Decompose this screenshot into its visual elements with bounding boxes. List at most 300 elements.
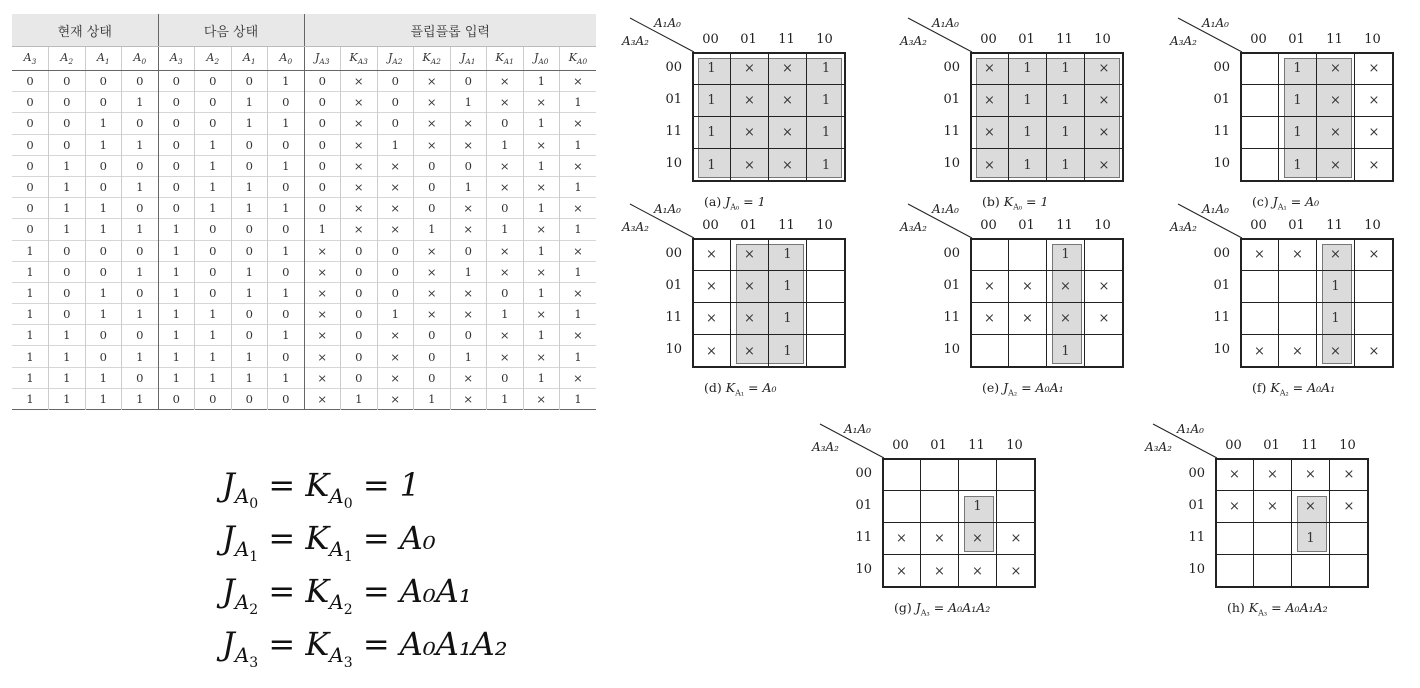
table-cell: 0: [85, 92, 122, 113]
kmap-cell: [807, 271, 845, 303]
kmap-cell: ×: [1368, 157, 1380, 173]
table-cell: 0: [158, 198, 195, 219]
kmap-cell: [921, 459, 959, 491]
kmap-cell: ×: [883, 523, 921, 555]
kmap-cell: [971, 335, 1009, 367]
column-header: $A_0$: [268, 47, 305, 71]
table-cell: 0: [158, 71, 195, 92]
table-cell: 0: [487, 282, 524, 303]
kmap-cell: [1216, 523, 1254, 555]
table-cell: 0: [231, 155, 268, 176]
table-cell: 0: [26, 95, 34, 110]
kmap-cell: [1009, 239, 1047, 271]
kmap-cell: ×: [731, 85, 769, 117]
kmap-cell: ×: [1279, 335, 1317, 367]
table-cell: 1: [49, 219, 86, 240]
table-cell: 0: [231, 219, 268, 240]
kmap-cell: 1: [693, 85, 731, 117]
table-cell: ×: [414, 113, 451, 134]
kmap-cell: ×: [1254, 491, 1292, 523]
kmap-cell: ×: [769, 85, 807, 117]
table-cell: 1: [49, 325, 86, 346]
kmap-col-header: 10: [1094, 218, 1111, 233]
kmap-cell: ×: [1009, 303, 1047, 335]
kmap-cell: 1: [1047, 239, 1085, 271]
table-cell: 0: [231, 325, 268, 346]
kmap-cell: 1: [1317, 303, 1355, 335]
kmap-row-header: 10: [855, 562, 872, 577]
kmap-cell: ×: [731, 149, 769, 181]
table-cell: ×: [560, 155, 597, 176]
table-cell: ×: [560, 71, 597, 92]
table-cell: 1: [231, 113, 268, 134]
kmap-cell: ×: [1279, 239, 1317, 271]
table-cell: 1: [560, 261, 597, 282]
table-cell: 1: [560, 219, 597, 240]
table-cell: 1: [487, 219, 524, 240]
table-cell: 0: [158, 134, 195, 155]
table-cell: 1: [158, 282, 195, 303]
table-cell: 1: [487, 388, 524, 409]
table-cell: ×: [304, 346, 341, 367]
table-cell: 1: [450, 346, 487, 367]
table-cell: 0: [341, 282, 378, 303]
table-cell: 1: [487, 304, 524, 325]
table-cell: 1: [231, 261, 268, 282]
kmap-caption: (e) $J_{A_2} = A_0A_1$: [982, 380, 1064, 398]
kmap-cell: [1241, 53, 1279, 85]
table-cell: 0: [487, 113, 524, 134]
column-header: $K_{A1}$: [487, 47, 524, 71]
table-cell: ×: [304, 240, 341, 261]
table-cell: 0: [304, 155, 341, 176]
kmap-cell: 1: [1009, 53, 1047, 85]
state-table: [12, 14, 596, 410]
kmap-cell: ×: [1292, 491, 1330, 523]
kmap-col-variable-label: A₁A₀: [1202, 16, 1229, 30]
kmap-row-header: 11: [943, 310, 960, 325]
table-cell: ×: [560, 367, 597, 388]
table-row: [12, 388, 596, 409]
table-cell: 1: [523, 282, 560, 303]
table-cell: ×: [414, 92, 451, 113]
column-header: $A_1$: [231, 47, 268, 71]
table-cell: ×: [560, 282, 597, 303]
kmap-col-variable-label: A₁A₀: [844, 422, 871, 436]
kmap-cell: 1: [1009, 85, 1047, 117]
table-row: [12, 261, 596, 282]
kmap-cell: [1254, 523, 1292, 555]
kmap-cell: ×: [971, 85, 1009, 117]
kmap-caption: (f) $K_{A_2} = A_0A_1$: [1252, 380, 1336, 398]
kmap-col-header: 11: [1326, 32, 1343, 47]
kmap-row-header: 00: [943, 60, 960, 75]
table-row: [12, 198, 596, 219]
kmap-cell: ×: [1330, 459, 1368, 491]
kmap-cell: ×: [1355, 53, 1393, 85]
table-row: [12, 113, 596, 134]
table-cell: 0: [304, 113, 341, 134]
table-cell: ×: [304, 261, 341, 282]
kmap-cell: ×: [1085, 53, 1123, 85]
table-cell: 1: [85, 367, 122, 388]
table-cell: ×: [487, 71, 524, 92]
group-next-state: 다음 상태: [158, 14, 304, 47]
kmap-cell: ×: [971, 53, 1009, 85]
kmap-col-variable-label: A₁A₀: [654, 202, 681, 216]
table-cell: 0: [26, 201, 34, 216]
table-cell: ×: [523, 134, 560, 155]
kmap-col-header: 01: [1018, 218, 1035, 233]
table-cell: 0: [26, 180, 34, 195]
table-cell: 0: [122, 155, 159, 176]
kmap-cell: ×: [731, 335, 769, 367]
table-cell: ×: [523, 388, 560, 409]
kmap-cell: 1: [693, 53, 731, 85]
kmap-c: [1170, 14, 1400, 214]
table-cell: ×: [341, 113, 378, 134]
kmap-row-variable-label: A₃A₂: [1170, 34, 1197, 48]
kmap-row-header: 01: [943, 278, 960, 293]
kmap-cell: [1241, 303, 1279, 335]
kmap-cell: [971, 239, 1009, 271]
table-row: [12, 71, 596, 92]
column-header: $K_{A0}$: [560, 47, 597, 71]
table-cell: 1: [195, 198, 232, 219]
table-row: [12, 219, 596, 240]
kmap-row-header: 10: [943, 156, 960, 171]
kmap-cell: ×: [731, 271, 769, 303]
equation-rhs: A₀: [399, 519, 436, 557]
kmap-cell: ×: [693, 335, 731, 367]
table-cell: 0: [341, 240, 378, 261]
kmap-col-header: 10: [1094, 32, 1111, 47]
kmap-row-header: 11: [665, 310, 682, 325]
equation-rhs: A₀A₁: [399, 572, 472, 610]
kmap-cell: ×: [769, 53, 807, 85]
table-cell: ×: [377, 219, 414, 240]
table-cell: 1: [523, 325, 560, 346]
table-cell: 1: [49, 198, 86, 219]
kmap-e: [900, 200, 1130, 400]
table-cell: 0: [195, 71, 232, 92]
table-cell: 0: [85, 176, 122, 197]
kmap-row-header: 00: [855, 466, 872, 481]
table-cell: 1: [268, 325, 305, 346]
kmap-cell: [807, 335, 845, 367]
kmap-cell: [1241, 85, 1279, 117]
kmap-row-header: 00: [665, 60, 682, 75]
kmap-col-header: 01: [930, 438, 947, 453]
kmap-cell: ×: [1317, 85, 1355, 117]
table-cell: ×: [377, 325, 414, 346]
table-cell: 1: [523, 240, 560, 261]
table-cell: ×: [523, 92, 560, 113]
table-column-header-row: [12, 47, 596, 71]
table-cell: ×: [560, 113, 597, 134]
column-header: $A_2$: [49, 47, 86, 71]
kmap-cell: 1: [1047, 149, 1085, 181]
table-cell: 0: [450, 325, 487, 346]
kmap-col-header: 10: [1339, 438, 1356, 453]
kmap-cell: 1: [1279, 85, 1317, 117]
kmap-cell: ×: [1047, 271, 1085, 303]
kmap-col-header: 10: [816, 32, 833, 47]
kmap-col-variable-label: A₁A₀: [932, 16, 959, 30]
table-cell: 1: [49, 367, 86, 388]
kmap-b: [900, 14, 1130, 214]
table-cell: 1: [268, 240, 305, 261]
table-cell: 0: [122, 282, 159, 303]
kmap-col-header: 00: [1250, 32, 1267, 47]
kmap-cell: 1: [693, 117, 731, 149]
table-cell: ×: [450, 134, 487, 155]
kmap-cell: [1355, 271, 1393, 303]
kmap-cell: ×: [1009, 271, 1047, 303]
table-cell: 0: [341, 367, 378, 388]
table-cell: 1: [195, 367, 232, 388]
table-cell: 0: [231, 388, 268, 409]
table-cell: 1: [85, 304, 122, 325]
kmap-col-variable-label: A₁A₀: [654, 16, 681, 30]
table-cell: 0: [268, 304, 305, 325]
table-cell: 1: [231, 176, 268, 197]
kmap-col-header: 00: [702, 32, 719, 47]
kmap-cell: 1: [769, 303, 807, 335]
table-cell: 1: [560, 388, 597, 409]
table-cell: 1: [26, 349, 34, 364]
kmap-col-header: 11: [778, 32, 795, 47]
kmap-cell: [1241, 117, 1279, 149]
kmap-row-header: 01: [1213, 92, 1230, 107]
kmap-row-header: 10: [1213, 156, 1230, 171]
table-cell: ×: [341, 198, 378, 219]
table-cell: ×: [487, 346, 524, 367]
table-cell: ×: [450, 113, 487, 134]
table-cell: ×: [414, 134, 451, 155]
table-cell: 1: [231, 367, 268, 388]
kmap-caption: (a) $J_{A_0} = 1$: [704, 194, 766, 212]
table-cell: 1: [158, 219, 195, 240]
table-cell: 1: [158, 304, 195, 325]
table-cell: 1: [523, 71, 560, 92]
table-cell: ×: [450, 367, 487, 388]
kmap-cell: [1254, 555, 1292, 587]
table-cell: 1: [49, 346, 86, 367]
table-cell: ×: [487, 155, 524, 176]
table-cell: 0: [377, 240, 414, 261]
table-cell: 0: [377, 92, 414, 113]
kmap-cell: ×: [971, 303, 1009, 335]
table-cell: 1: [268, 155, 305, 176]
kmap-cell: ×: [1317, 117, 1355, 149]
table-row: [12, 240, 596, 261]
table-cell: 0: [195, 219, 232, 240]
table-cell: ×: [377, 155, 414, 176]
equation: $J_{A_0} = K_{A_0} = 1$: [222, 466, 421, 513]
table-cell: 0: [26, 74, 34, 89]
table-cell: 1: [268, 282, 305, 303]
table-cell: 0: [122, 113, 159, 134]
table-cell: 0: [377, 282, 414, 303]
kmap-cell: [997, 491, 1035, 523]
table-cell: ×: [487, 325, 524, 346]
kmap-row-header: 01: [943, 92, 960, 107]
kmap-col-header: 01: [1018, 32, 1035, 47]
kmap-cell: [1279, 271, 1317, 303]
table-cell: ×: [450, 282, 487, 303]
kmap-cell: [959, 459, 997, 491]
kmap-cell: ×: [1241, 335, 1279, 367]
kmap-h: [1145, 420, 1375, 620]
table-cell: ×: [377, 388, 414, 409]
kmap-col-header: 01: [1288, 32, 1305, 47]
table-cell: 1: [85, 113, 122, 134]
kmap-cell: 1: [1279, 117, 1317, 149]
table-cell: 0: [26, 137, 34, 152]
table-cell: 1: [231, 92, 268, 113]
table-cell: 0: [158, 155, 195, 176]
table-cell: ×: [341, 176, 378, 197]
kmap-row-header: 11: [1213, 310, 1230, 325]
table-cell: 1: [523, 155, 560, 176]
table-cell: 0: [231, 134, 268, 155]
kmap-cell: 1: [1009, 149, 1047, 181]
table-cell: 0: [49, 261, 86, 282]
table-cell: 0: [450, 240, 487, 261]
table-cell: 0: [268, 92, 305, 113]
table-cell: 1: [377, 304, 414, 325]
table-cell: 1: [26, 391, 34, 406]
kmap-col-header: 01: [1288, 218, 1305, 233]
table-cell: 0: [304, 176, 341, 197]
table-cell: 1: [487, 134, 524, 155]
table-cell: 1: [195, 155, 232, 176]
table-cell: ×: [450, 219, 487, 240]
kmap-cell: ×: [1241, 239, 1279, 271]
table-cell: 1: [377, 134, 414, 155]
table-cell: 1: [158, 325, 195, 346]
table-cell: 1: [450, 176, 487, 197]
table-cell: 0: [377, 261, 414, 282]
table-row: [12, 367, 596, 388]
kmap-row-header: 10: [1213, 342, 1230, 357]
table-body: [12, 71, 596, 410]
kmap-cell: 1: [807, 117, 845, 149]
kmap-row-header: 01: [1213, 278, 1230, 293]
table-cell: 0: [414, 325, 451, 346]
column-header: $J_{A3}$: [304, 47, 341, 71]
kmap-cell: [1241, 149, 1279, 181]
kmap-cell: ×: [971, 117, 1009, 149]
table-cell: ×: [487, 176, 524, 197]
kmap-cell: 1: [1009, 117, 1047, 149]
table-cell: 0: [268, 176, 305, 197]
table-cell: ×: [377, 346, 414, 367]
kmap-row-header: 00: [1188, 466, 1205, 481]
column-header: $J_{A0}$: [523, 47, 560, 71]
kmap-cell: 1: [769, 239, 807, 271]
table-cell: 0: [231, 240, 268, 261]
kmap-row-header: 11: [943, 124, 960, 139]
table-cell: ×: [304, 282, 341, 303]
table-cell: ×: [523, 176, 560, 197]
table-cell: 1: [122, 176, 159, 197]
kmap-cell: 1: [807, 53, 845, 85]
table-cell: 0: [158, 113, 195, 134]
kmap-col-header: 11: [1056, 32, 1073, 47]
table-cell: 0: [122, 240, 159, 261]
kmap-cell: ×: [1355, 85, 1393, 117]
table-cell: ×: [560, 198, 597, 219]
kmap-col-header: 00: [1225, 438, 1242, 453]
table-cell: 1: [195, 176, 232, 197]
state-table-container: [12, 14, 596, 410]
table-cell: ×: [377, 198, 414, 219]
kmap-col-header: 11: [778, 218, 795, 233]
kmap-row-variable-label: A₃A₂: [622, 34, 649, 48]
kmap-row-header: 00: [665, 246, 682, 261]
kmap-cell: 1: [1292, 523, 1330, 555]
kmap-row-header: 00: [1213, 246, 1230, 261]
kmap-cell: [1085, 239, 1123, 271]
table-cell: ×: [377, 176, 414, 197]
table-cell: 0: [49, 71, 86, 92]
kmap-row-header: 10: [1188, 562, 1205, 577]
kmap-d: [622, 200, 852, 400]
kmap-row-variable-label: A₃A₂: [1170, 220, 1197, 234]
table-cell: 1: [49, 176, 86, 197]
table-cell: 0: [231, 304, 268, 325]
table-cell: ×: [414, 282, 451, 303]
column-header: $K_{A2}$: [414, 47, 451, 71]
kmap-cell: ×: [1317, 53, 1355, 85]
table-cell: 1: [195, 304, 232, 325]
column-header: $A_0$: [122, 47, 159, 71]
table-cell: 1: [158, 367, 195, 388]
table-cell: 0: [49, 282, 86, 303]
table-cell: 0: [414, 176, 451, 197]
kmap-cell: ×: [1317, 335, 1355, 367]
table-cell: 1: [49, 388, 86, 409]
table-cell: 0: [195, 113, 232, 134]
kmap-cell: 1: [1047, 53, 1085, 85]
table-cell: 0: [122, 367, 159, 388]
kmap-cell: 1: [1279, 53, 1317, 85]
table-cell: 1: [85, 282, 122, 303]
group-flipflop-inputs: 플립플롭 입력: [304, 14, 596, 47]
table-cell: ×: [487, 240, 524, 261]
table-cell: 1: [158, 346, 195, 367]
table-cell: 1: [26, 243, 34, 258]
kmap-cell: 1: [769, 335, 807, 367]
kmap-col-header: 00: [892, 438, 909, 453]
table-cell: 0: [231, 71, 268, 92]
kmap-cell: 1: [1047, 85, 1085, 117]
kmap-cell: ×: [971, 271, 1009, 303]
table-row: [12, 176, 596, 197]
table-row: [12, 155, 596, 176]
table-cell: 1: [195, 325, 232, 346]
table-cell: 1: [26, 264, 34, 279]
kmap-col-header: 11: [1301, 438, 1318, 453]
kmap-cell: [1279, 303, 1317, 335]
table-cell: 1: [122, 346, 159, 367]
kmap-cell: 1: [1279, 149, 1317, 181]
kmap-cell: [1330, 523, 1368, 555]
table-cell: 0: [414, 198, 451, 219]
kmap-caption: (b) $K_{A_0} = 1$: [982, 194, 1049, 212]
